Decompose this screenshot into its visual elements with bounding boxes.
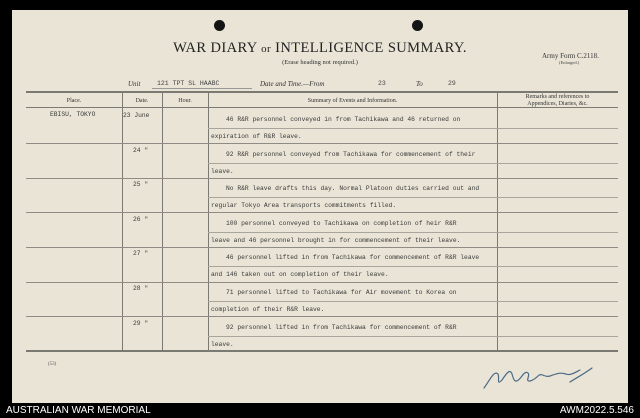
summary-ruling-line bbox=[208, 336, 618, 337]
col-divider-place bbox=[122, 92, 123, 351]
title-war-diary: WAR DIARY bbox=[173, 40, 258, 56]
row-separator bbox=[26, 247, 618, 248]
col-header-hour: Hour. bbox=[178, 98, 192, 104]
entry-summary-line-1: 71 personnel lifted to Tachikawa for Air movement to Korea on bbox=[226, 289, 457, 296]
table-top-rule bbox=[26, 91, 618, 93]
summary-ruling-line bbox=[208, 232, 618, 233]
col-divider-date bbox=[162, 92, 163, 351]
col-header-remarks-2: Appendices, Diaries, &c. bbox=[527, 101, 588, 107]
handwritten-signature bbox=[480, 362, 600, 392]
entry-summary-line-1: 46 personnel lifted in from Tachikawa for commencement of R&R leave bbox=[226, 254, 480, 262]
entry-date: 29 " bbox=[133, 319, 149, 327]
col-divider-summary bbox=[497, 92, 498, 351]
entry-summary-line-1: 100 personnel conveyed to Tachikawa on completion of heir R&R bbox=[226, 219, 457, 227]
entry-summary-line-2: expiration of R&R leave. bbox=[211, 133, 302, 140]
entry-date: 27 " bbox=[133, 250, 149, 258]
title-or: or bbox=[261, 43, 272, 55]
entry-summary-line-1: 92 R&R personnel conveyed from Tachikawa for commencement of their bbox=[226, 150, 476, 158]
entry-summary-line-2: leave and 46 personnel brought in for commencement of their leave. bbox=[211, 236, 461, 244]
caption-right: AWM2022.5.546 bbox=[559, 405, 634, 416]
col-header-summary: Summary of Events and Information. bbox=[307, 98, 398, 104]
summary-ruling-line bbox=[208, 128, 618, 129]
place-cell: EBISU, TOKYO bbox=[50, 111, 96, 118]
page-title bbox=[12, 40, 628, 57]
header-bottom-rule bbox=[26, 107, 618, 108]
col-header-place: Place. bbox=[66, 98, 82, 104]
entry-summary-line-2: regular Tokyo Area transports commitments filled. bbox=[211, 202, 397, 210]
date-time-from-label: Date and Time.—From bbox=[260, 80, 325, 88]
date-to-value: 29 bbox=[448, 80, 456, 87]
punch-hole-left bbox=[214, 20, 225, 31]
diary-page bbox=[12, 10, 628, 403]
table-bottom-rule bbox=[26, 350, 618, 352]
col-header-date: Date. bbox=[135, 98, 149, 104]
row-separator bbox=[26, 143, 618, 144]
unit-underline bbox=[152, 88, 252, 89]
unit-value: 121 TPT SL HAABC bbox=[157, 80, 220, 87]
entry-summary-line-2: leave. bbox=[211, 340, 234, 348]
summary-ruling-line bbox=[208, 163, 618, 164]
entry-summary-line-1: 46 R&R personnel conveyed in from Tachikawa and 46 returned on bbox=[226, 116, 461, 123]
entry-summary-line-1: 92 personnel lifted in from Tachikawa for commencement of R&R bbox=[226, 323, 457, 331]
footer-code: (53) bbox=[48, 362, 57, 367]
summary-ruling-line bbox=[208, 301, 618, 302]
caption-left: AUSTRALIAN WAR MEMORIAL bbox=[6, 405, 151, 416]
entry-summary-line-2: leave. bbox=[211, 167, 234, 175]
entry-summary-line-2: completion of their R&R leave. bbox=[211, 306, 325, 313]
army-form-sub: (Enlarged.) bbox=[559, 60, 580, 65]
date-from-value: 23 bbox=[378, 80, 386, 87]
to-label: To bbox=[416, 80, 423, 88]
row-separator bbox=[26, 282, 618, 283]
entry-date: 25 " bbox=[133, 181, 149, 189]
col-divider-hour bbox=[208, 92, 209, 351]
entry-summary-line-2: and 146 taken out on completion of their leave. bbox=[211, 271, 389, 279]
row-separator bbox=[26, 212, 618, 213]
army-form-number: Army Form C.2118. bbox=[542, 52, 599, 60]
summary-ruling-line bbox=[208, 266, 618, 267]
unit-label: Unit bbox=[128, 80, 141, 88]
subtitle: (Erase heading not required.) bbox=[282, 59, 358, 66]
summary-ruling-line bbox=[208, 197, 618, 198]
punch-hole-right bbox=[412, 20, 423, 31]
col-header-remarks-1: Remarks and references to bbox=[525, 94, 590, 100]
entry-date: 23 June bbox=[123, 112, 150, 119]
entry-date: 24 " bbox=[133, 146, 149, 154]
entry-summary-line-1: No R&R leave drafts this day. Normal Platoon duties carried out and bbox=[226, 185, 480, 193]
row-separator bbox=[26, 316, 618, 317]
entry-date: 28 " bbox=[133, 285, 149, 292]
title-intelligence-summary: INTELLIGENCE SUMMARY. bbox=[275, 40, 467, 56]
entry-date: 26 " bbox=[133, 215, 149, 223]
row-separator bbox=[26, 178, 618, 179]
